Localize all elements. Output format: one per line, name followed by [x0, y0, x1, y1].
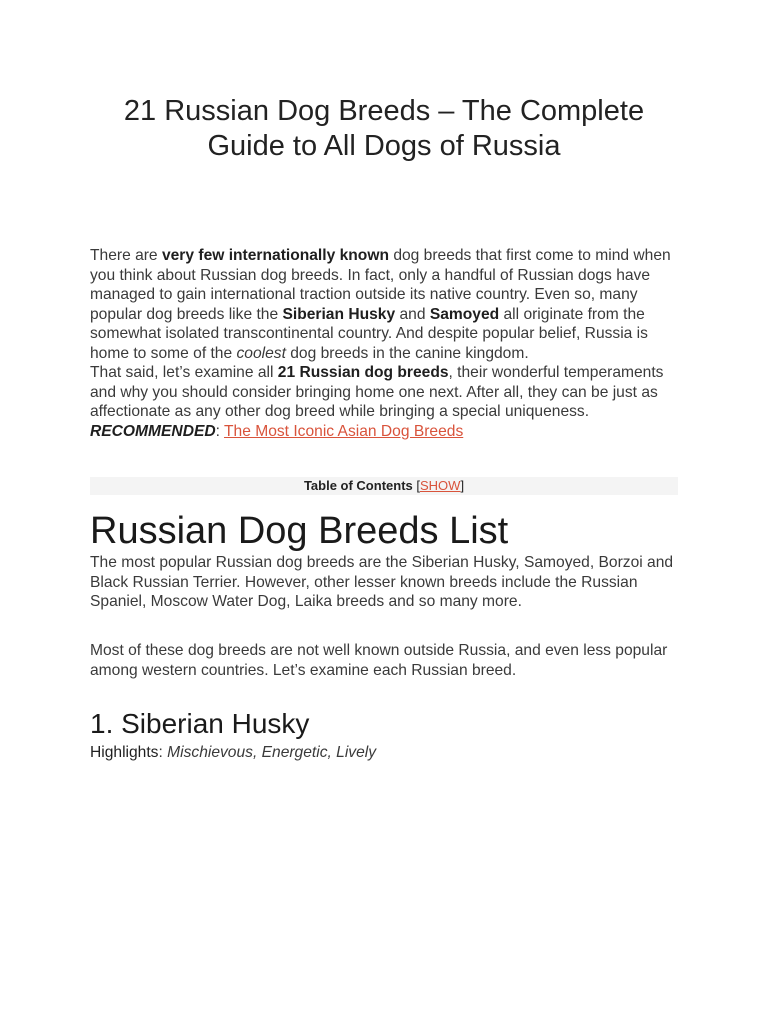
emphasis-coolest: coolest — [236, 344, 286, 362]
emphasis-samoyed: Samoyed — [429, 305, 500, 323]
toc-show-toggle[interactable]: SHOW — [419, 478, 461, 493]
recommended-line: RECOMMENDED: The Most Iconic Asian Dog Breeds — [90, 422, 464, 440]
emphasis-internationally-known: very few internationally known — [161, 247, 389, 264]
breeds-list-paragraph-1: The most popular Russian dog breeds are the Siberian Husky, Samoyed, Borzoi and Black Russian Terrier. However, other lesser known breeds include the Russian Spaniel, Moscow Water Dog, Laika breeds and so many more. — [90, 554, 674, 610]
highlights-label: Highlights — [90, 744, 159, 761]
breed-highlights: Highlights: Mischievous, Energetic, Lively — [90, 744, 377, 761]
breed-heading-siberian-husky: 1. Siberian Husky — [90, 708, 310, 739]
intro-paragraph-1: There are very few internationally known dog breeds that first come to mind when you think about Russian dog breeds. In fact, only a handful of Russian dogs have managed to gain international traction outside its native country. Even so, many popular dog breeds like the Siberian Husky and Samoyed all originate from the somewhat isolated transcontinental country. And despite popular belief, Russia is home to some of the coolest dog breeds in the canine kingdom. — [90, 247, 671, 362]
intro-section — [90, 246, 680, 441]
emphasis-siberian-husky: Siberian Husky — [282, 305, 396, 323]
emphasis-21-breeds: 21 Russian dog breeds — [277, 364, 449, 381]
toc-title: Table of Contents — [303, 478, 413, 493]
recommended-link[interactable]: The Most Iconic Asian Dog Breeds — [224, 422, 464, 440]
highlights-values: Mischievous, Energetic, Lively — [167, 744, 377, 761]
recommended-label: RECOMMENDED — [90, 422, 216, 440]
intro-paragraph-2: That said, let’s examine all 21 Russian dog breeds, their wonderful temperaments and why you should consider bringing home one next. After all, they can be just as affectionate as any other dog breed while bringing a special uniqueness. — [90, 364, 664, 420]
section-heading-breeds-list: Russian Dog Breeds List — [90, 510, 509, 552]
table-of-contents: Table of Contents [SHOW] — [90, 477, 678, 495]
breeds-list-paragraph-2: Most of these dog breeds are not well known outside Russia, and even less popular among western countries. Let’s examine each Russian breed. — [90, 642, 668, 679]
article-title: 21 Russian Dog Breeds – The Complete Guide to All Dogs of Russia — [123, 95, 645, 162]
